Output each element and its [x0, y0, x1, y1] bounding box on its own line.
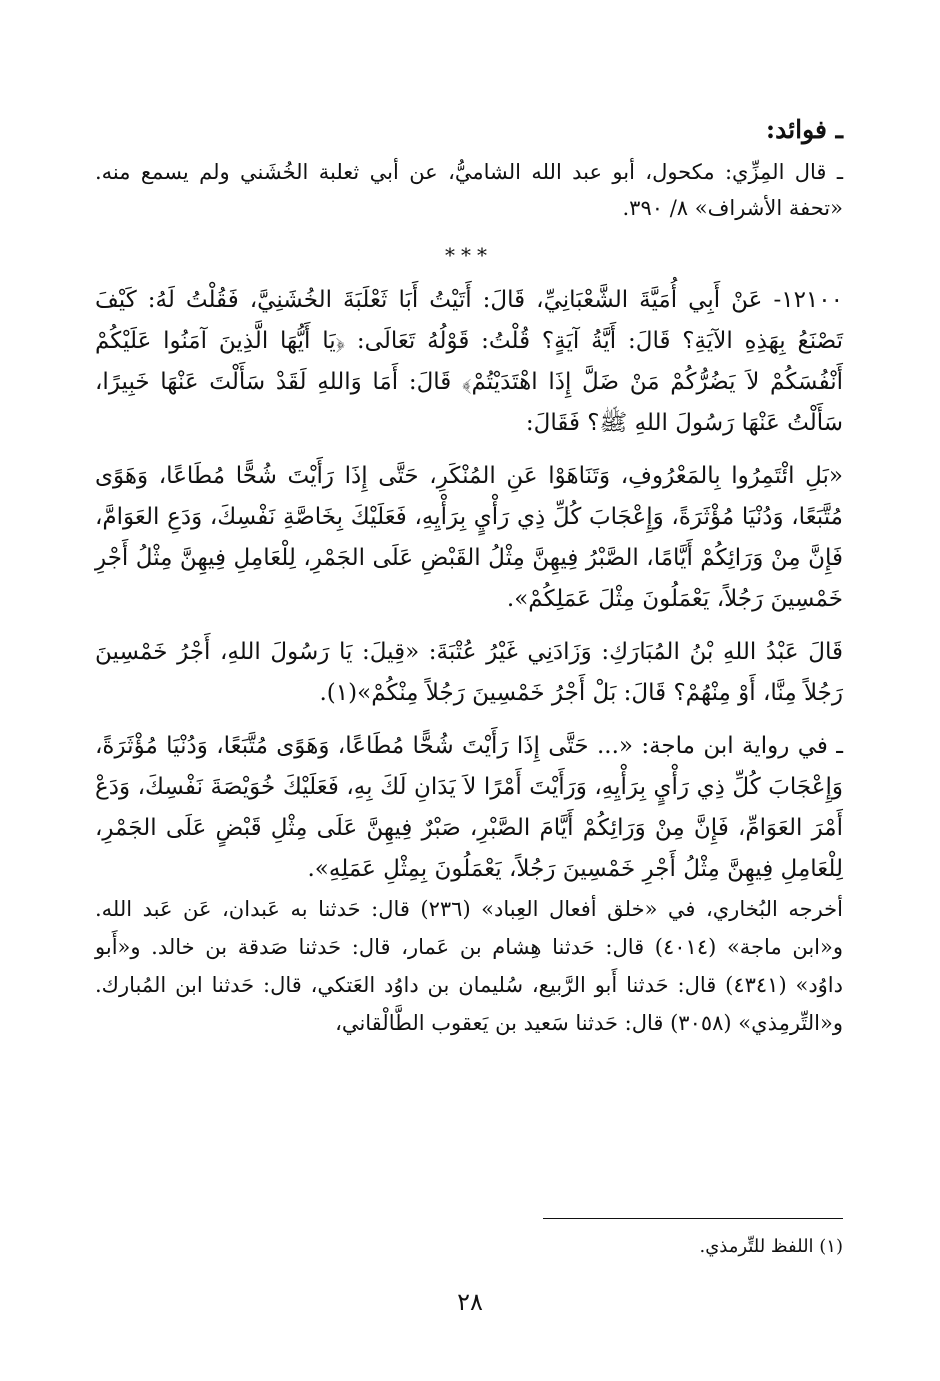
hadith-text: «بَلِ ائْتَمِرُوا بِالمَعْرُوفِ، وَتَنَاهَوْا عَنِ المُنْكَرِ، حَتَّى إِذَا رَأَيْتَ شُحًّا مُطَاعًا، وَهَوًى مُتَّبَعًا، وَدُنْيَا مُؤْثَرَةً، وَإِعْجَابَ كُلِّ ذِي رَأْيٍ بِرَأْيِهِ، فَعَلَيْكَ بِخَاصَّةِ نَفْسِكَ، وَدَعِ العَوَامَّ، فَإِنَّ مِنْ وَرَائِكُمْ أَيَّامًا، الصَّبْرُ فِيهِنَّ مِثْلُ القَبْضِ عَلَى الجَمْرِ، لِلْعَامِلِ فِيهِنَّ مِثْلُ أَجْرِ خَمْسِينَ رَجُلاً، يَعْمَلُونَ مِثْلَ عَمَلِكُمْ». — [95, 463, 843, 612]
page-number: ٢٨ — [457, 1288, 483, 1316]
mizzi-note: ـ قال المِزِّي: مكحول، أبو عبد الله الشاميُّ، عن أبي ثعلبة الخُشَني ولم يسمع منه. «تحفة الأشراف» ٨/ ٣٩٠. — [95, 160, 843, 220]
footnote-divider — [543, 1218, 843, 1219]
page-body — [95, 112, 843, 1042]
footnote: (١) اللفظ للتِّرمذي. — [699, 1236, 843, 1257]
ibn-majah-narration: ـ في رواية ابن ماجة: «... حَتَّى إِذَا رَأَيْتَ شُحًّا مُطَاعًا، وَهَوًى مُتَّبَعًا، وَدُنْيَا مُؤْثَرَةً، وَإِعْجَابَ كُلِّ ذِي رَأْيٍ بِرَأْيِهِ، وَرَأَيْتَ أَمْرًا لاَ يَدَانِ لَكَ بِهِ، فَعَلَيْكَ خُوَيْصَةَ نَفْسِكَ، وَدَعْ أَمْرَ العَوَامِّ، فَإِنَّ مِنْ وَرَائِكُمْ أَيَّامَ الصَّبْرِ، صَبْرٌ فِيهِنَّ عَلَى مِثْلِ قَبْضٍ عَلَى الجَمْرِ، لِلْعَامِلِ فِيهِنَّ مِثْلُ أَجْرِ خَمْسِينَ رَجُلاً، يَعْمَلُونَ بِمِثْلِ عَمَلِهِ». — [95, 733, 843, 882]
ibn-mubarak-addition: قَالَ عَبْدُ اللهِ بْنُ المُبَارَكِ: وَزَادَنِي غَيْرُ عُتْبَةَ: «قِيلَ: يَا رَسُولَ اللهِ، أَجْرُ خَمْسِينَ رَجُلاً مِنَّا، أَوْ مِنْهُمْ؟ قَالَ: بَلْ أَجْرُ خَمْسِينَ رَجُلاً مِنْكُمْ»(١). — [95, 639, 843, 706]
benefits-heading: ـ فوائد: — [765, 115, 843, 144]
hadith-intro: ١٢١٠٠- عَنْ أَبِي أُمَيَّةَ الشَّعْبَانِيِّ، قَالَ: أَتَيْتُ أَبَا ثَعْلَبَةَ الخُشَنِيَّ، فَقُلْتُ لَهُ: كَيْفَ تَصْنَعُ بِهَذِهِ الآيَةِ؟ قَالَ: أَيَّةُ آيَةٍ؟ قُلْتُ: قَوْلُهُ تَعَالَى: ﴿يَا أَيُّهَا الَّذِينَ آمَنُوا عَلَيْكُمْ أَنْفُسَكُمْ لاَ يَضُرُّكُمْ مَنْ ضَلَّ إِذَا اهْتَدَيْتُمْ﴾ قَالَ: أَمَا وَاللهِ لَقَدْ سَأَلْتَ عَنْهَا خَبِيرًا، سَأَلْتُ عَنْهَا رَسُولَ اللهِ ﷺ؟ فَقَالَ: — [95, 287, 843, 436]
section-separator: *** — [445, 243, 493, 267]
takhrij-paragraph: أخرجه البُخاري، في «خلق أفعال العِباد» (٢٣٦) قال: حَدثنا به عَبدان، عَن عَبد الله. و«ابن ماجة» (٤٠١٤) قال: حَدثنا هِشام بن عَمار، قال: حَدثنا صَدقة بن خالد. و«أَبو داوُد» (٤٣٤١) قال: حَدثنا أَبو الرَّبيع، سُليمان بن داوُد العَتكي، قال: حَدثنا ابن المُبارك. و«التِّرمِذي» (٣٠٥٨) قال: حَدثنا سَعيد بن يَعقوب الطَّالْقاني، — [95, 897, 843, 1035]
